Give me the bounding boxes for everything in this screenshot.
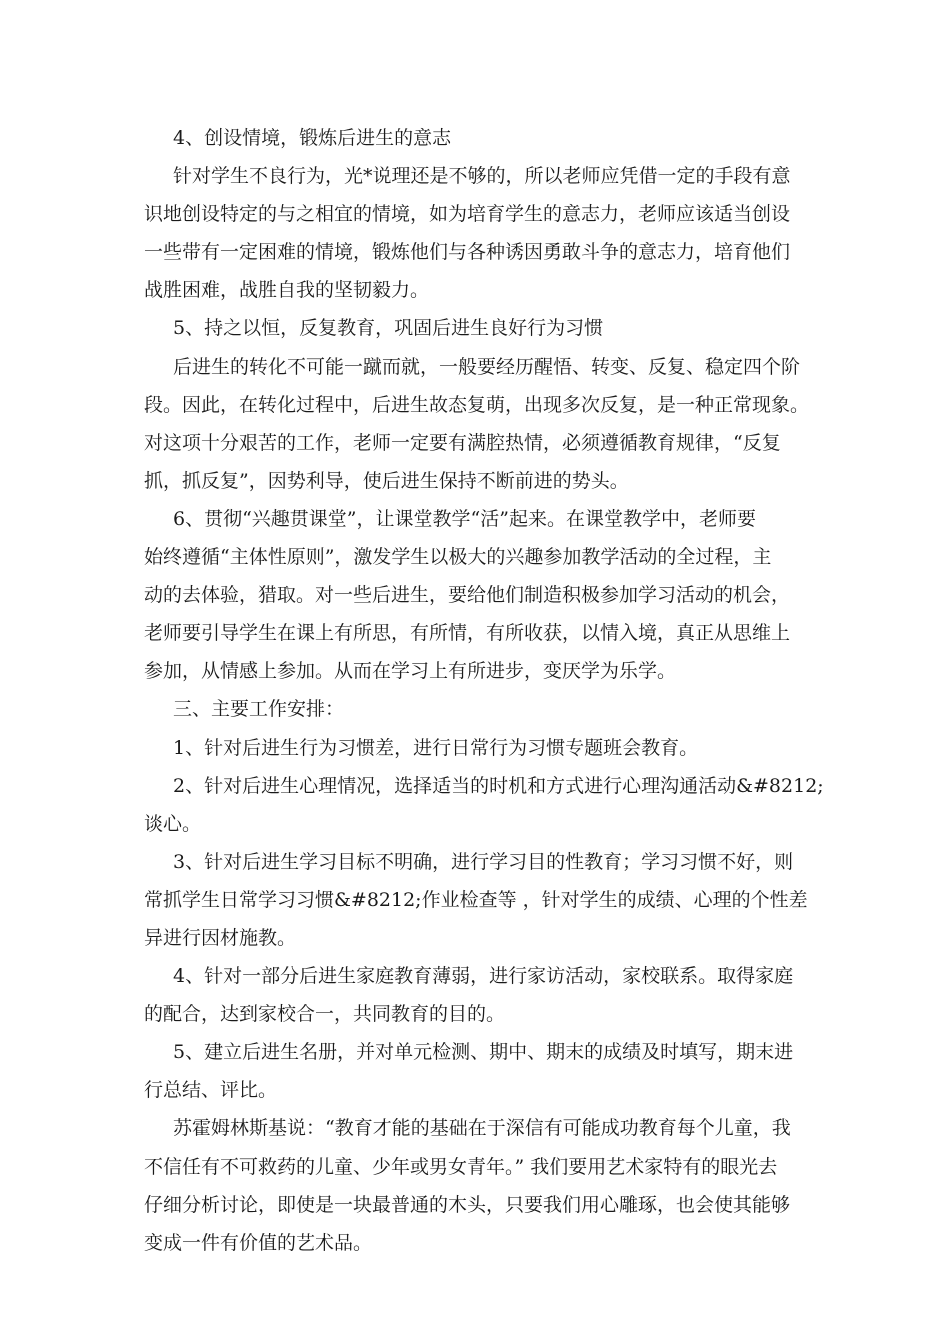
paragraph-line: 6、贯彻“兴趣贯课堂”，让课堂教学“活”起来。在课堂教学中，老师要: [173, 507, 756, 530]
list-item: 2、针对后进生心理情况，选择适当的时机和方式进行心理沟通活动&#8212;: [173, 774, 824, 797]
paragraph-line: 一些带有一定困难的情境，锻炼他们与各种诱因勇敢斗争的意志力，培育他们: [144, 241, 791, 264]
document-body: [144, 119, 824, 1262]
paragraph-line: 不信任有不可救药的儿童、少年或男女青年。” 我们要用艺术家特有的眼光去: [144, 1155, 778, 1178]
heading-4-situation: 4、创设情境，锻炼后进生的意志: [173, 127, 452, 149]
paragraph-line: 异进行因材施教。: [144, 926, 297, 949]
paragraph-line: 行总结、评比。: [144, 1079, 278, 1102]
paragraph-line: 始终遵循“主体性原则”，激发学生以极大的兴趣参加教学活动的全过程，主: [144, 546, 772, 569]
section-heading-work-plan: 三、主要工作安排：: [173, 698, 345, 721]
paragraph-line: 参加，从情感上参加。从而在学习上有所进步，变厌学为乐学。: [144, 660, 677, 683]
paragraph-line: 常抓学生日常学习习惯&#8212;作业检查等 ，针对学生的成绩、心理的个性差: [144, 888, 808, 911]
list-item: 5、建立后进生名册，并对单元检测、期中、期末的成绩及时填写，期末进: [173, 1041, 794, 1064]
paragraph-line: 的配合，达到家校合一，共同教育的目的。: [144, 1003, 506, 1026]
paragraph-line: 变成一件有价值的艺术品。: [144, 1231, 373, 1254]
list-item: 1、针对后进生行为习惯差，进行日常行为习惯专题班会教育。: [173, 736, 699, 759]
paragraph-line: 对这项十分艰苦的工作，老师一定要有满腔热情，必须遵循教育规律，“反复: [144, 431, 781, 454]
paragraph-line: 老师要引导学生在课上有所思，有所情，有所收获，以情入境，真正从思维上: [144, 622, 791, 645]
paragraph-line: 动的去体验，猎取。对一些后进生，要给他们制造积极参加学习活动的机会，: [144, 584, 791, 607]
list-item: 3、针对后进生学习目标不明确，进行学习目的性教育；学习习惯不好，则: [173, 850, 794, 873]
paragraph-line: 抓，抓反复”，因势利导，使后进生保持不断前进的势头。: [144, 469, 629, 492]
paragraph-line: 针对学生不良行为，光*说理还是不够的，所以老师应凭借一定的手段有意: [173, 165, 791, 188]
paragraph-line: 谈心。: [144, 812, 202, 835]
list-item: 4、针对一部分后进生家庭教育薄弱，进行家访活动，家校联系。取得家庭: [173, 965, 794, 988]
paragraph-line: 战胜困难，战胜自我的坚韧毅力。: [144, 279, 430, 302]
paragraph-line: 识地创设特定的与之相宜的情境，如为培育学生的意志力，老师应该适当创设: [144, 203, 791, 226]
quote-paragraph: 苏霍姆林斯基说：“教育才能的基础在于深信有可能成功教育每个儿童，我: [173, 1117, 791, 1140]
paragraph-line: 段。因此，在转化过程中，后进生故态复萌，出现多次反复，是一种正常现象。: [144, 393, 810, 416]
heading-5-persistence: 5、持之以恒，反复教育，巩固后进生良好行为习惯: [173, 317, 604, 340]
paragraph-line: 后进生的转化不可能一蹴而就，一般要经历醒悟、转变、反复、稳定四个阶: [173, 355, 801, 378]
paragraph-line: 仔细分析讨论，即使是一块最普通的木头，只要我们用心雕琢，也会使其能够: [144, 1193, 791, 1216]
